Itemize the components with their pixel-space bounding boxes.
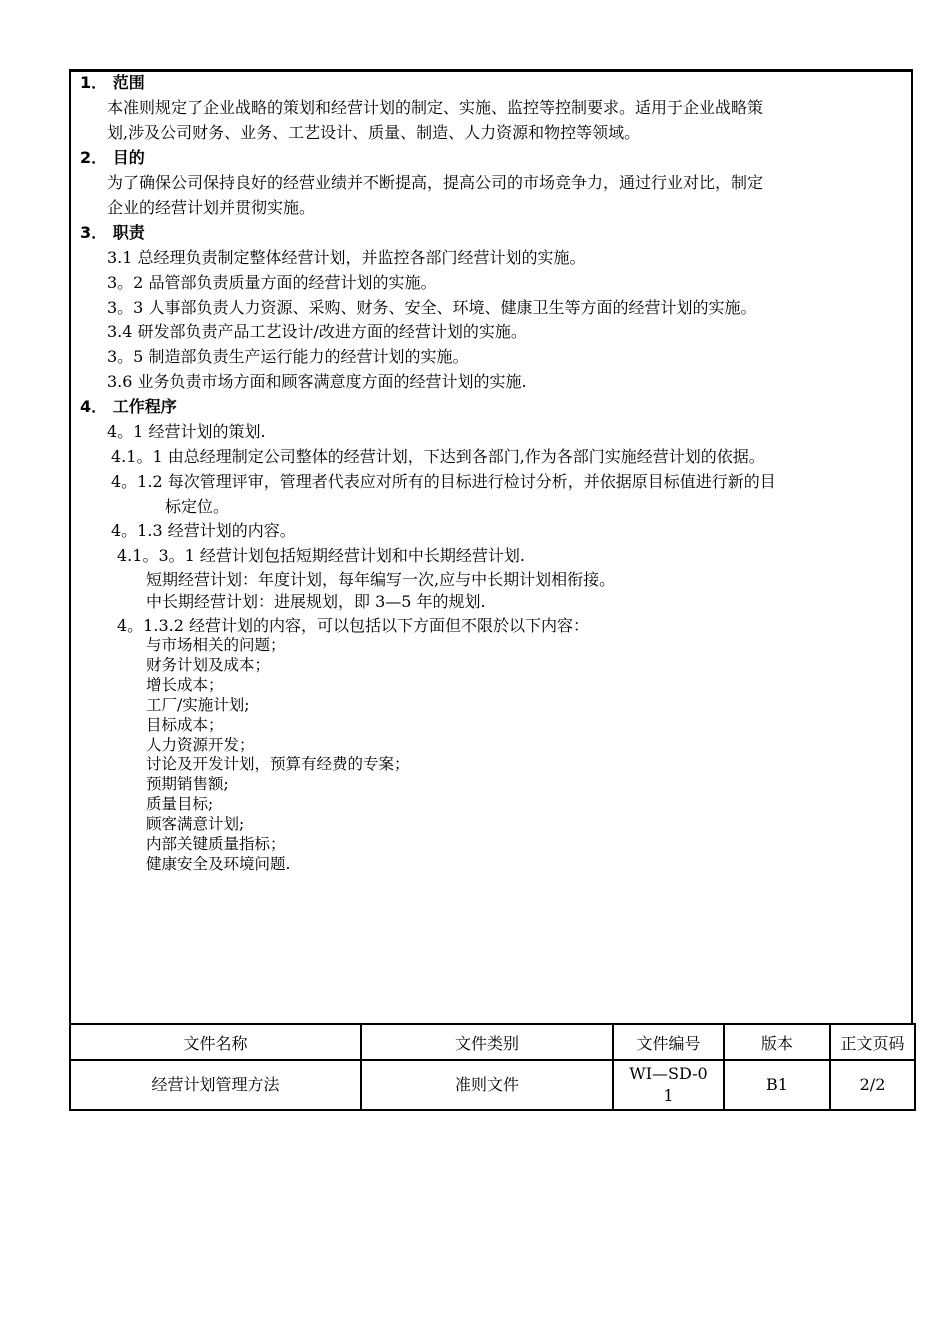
list-item: 工厂/实施计划; (146, 696, 250, 714)
body-line: 标定位。 (165, 497, 230, 516)
body-line: 3.6 业务负责市场方面和顾客满意度方面的经营计划的实施. (107, 372, 527, 391)
section-heading-duties: 3． 职责 (80, 223, 145, 242)
list-item: 与市场相关的问题； (146, 636, 286, 654)
header-doc-type: 文件类别 (361, 1024, 613, 1060)
list-item: 目标成本； (146, 716, 224, 734)
body-line: 中长期经营计划：进展规划，即 3—5 年的规划. (146, 592, 486, 611)
body-line: 4.1。3。1 经营计划包括短期经营计划和中长期经营计划. (117, 546, 525, 565)
body-line: 企业的经营计划并贯彻实施。 (107, 198, 316, 217)
body-line: 4。1 经营计划的策划. (107, 422, 266, 441)
list-item: 增长成本； (146, 676, 224, 694)
table-row (70, 1060, 915, 1110)
header-page: 正文页码 (830, 1024, 915, 1060)
section-heading-procedure: 4． 工作程序 (80, 397, 177, 416)
body-line: 为了确保公司保持良好的经营业绩并不断提高，提高公司的市场竞争力，通过行业对比，制定 (107, 173, 764, 192)
body-line: 3。5 制造部负责生产运行能力的经营计划的实施。 (107, 347, 469, 366)
value-version: B1 (724, 1060, 830, 1110)
value-page: 2/2 (830, 1060, 915, 1110)
header-version: 版本 (724, 1024, 830, 1060)
body-line: 3.4 研发部负责产品工艺设计/改进方面的经营计划的实施。 (107, 322, 527, 341)
document-info-table (69, 1023, 916, 1111)
body-line: 短期经营计划：年度计划，每年编写一次,应与中长期计划相衔接。 (146, 570, 616, 589)
body-line: 4。1.3 经营计划的内容。 (111, 521, 296, 540)
header-doc-name: 文件名称 (70, 1024, 361, 1060)
body-line: 划,涉及公司财务、业务、工艺设计、质量、制造、人力资源和物控等领域。 (107, 123, 641, 142)
list-item: 预期销售额; (146, 775, 229, 793)
body-line: 4。1.2 每次管理评审，管理者代表应对所有的目标进行检讨分析，并依据原目标值进行新的目 (111, 472, 776, 491)
list-item: 顾客满意计划; (146, 815, 245, 833)
body-line: 4。1.3.2 经营计划的内容，可以包括以下方面但不限於以下内容： (117, 616, 589, 635)
value-doc-name: 经营计划管理方法 (70, 1060, 361, 1110)
list-item: 财务计划及成本； (146, 656, 271, 674)
list-item: 人力资源开发； (146, 736, 255, 754)
list-item: 质量目标; (146, 795, 214, 813)
body-line: 本准则规定了企业战略的策划和经营计划的制定、实施、监控等控制要求。适用于企业战略策 (107, 98, 764, 117)
list-item: 讨论及开发计划，预算有经费的专案； (146, 755, 410, 773)
section-heading-purpose: 2． 目的 (80, 148, 145, 167)
list-item: 内部关键质量指标； (146, 835, 286, 853)
value-doc-type: 准则文件 (361, 1060, 613, 1110)
body-line: 3。2 品管部负责质量方面的经营计划的实施。 (107, 273, 437, 292)
table-header-row (70, 1024, 915, 1060)
list-item: 健康安全及环境问题. (146, 855, 291, 873)
value-doc-number: WI—SD-01 (613, 1060, 724, 1110)
body-line: 4.1。1 由总经理制定公司整体的经营计划，下达到各部门,作为各部门实施经营计划的依据。 (111, 447, 765, 466)
section-heading-scope: 1． 范围 (80, 73, 145, 92)
header-doc-number: 文件编号 (613, 1024, 724, 1060)
body-line: 3。3 人事部负责人力资源、采购、财务、安全、环境、健康卫生等方面的经营计划的实施。 (107, 298, 757, 317)
body-line: 3.1 总经理负责制定整体经营计划，并监控各部门经营计划的实施。 (107, 248, 586, 267)
